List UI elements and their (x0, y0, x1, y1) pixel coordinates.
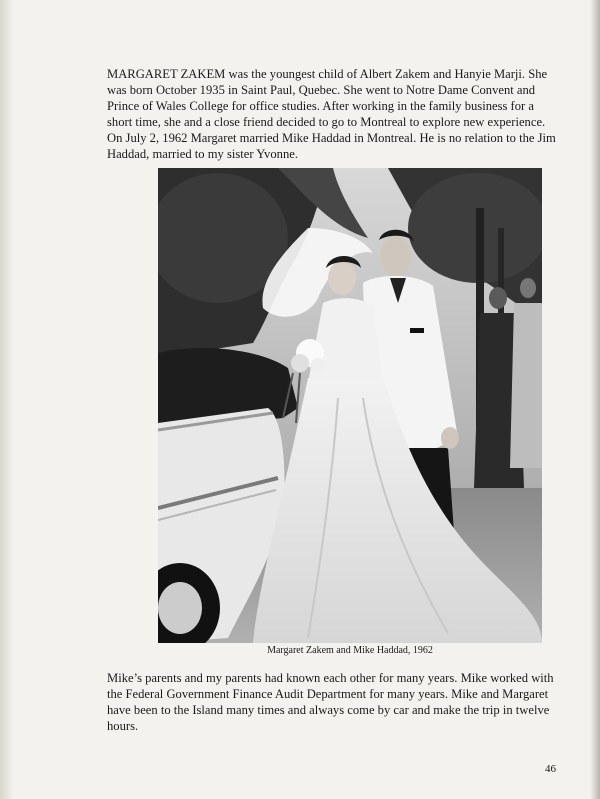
text-line: Haddad, married to my sister Yvonne. (107, 147, 298, 161)
page-number: 46 (545, 763, 556, 775)
photo-caption: Margaret Zakem and Mike Haddad, 1962 (267, 645, 433, 656)
text-line: On July 2, 1962 Margaret married Mike Haddad in Montreal. He is no relation to the Jim (107, 131, 556, 145)
intro-paragraph (107, 66, 556, 162)
text-line: short time, she and a close friend decided to go to Montreal to explore new experience. (107, 115, 546, 129)
page-edge-right (590, 0, 600, 799)
text-line: have been to the Island many times and always come by car and make the trip in twelve (107, 703, 550, 717)
closing-paragraph (107, 670, 552, 734)
text-line: the Federal Government Finance Audit Department for many years. Mike and Margaret (107, 687, 549, 701)
text-line: hours. (107, 719, 139, 733)
wedding-photo (158, 168, 542, 643)
text-line: was born October 1935 in Saint Paul, Quebec. She went to Notre Dame Convent and (107, 83, 536, 97)
text-line: MARGARET ZAKEM was the youngest child of Albert Zakem and Hanyie Marji. She (107, 67, 548, 81)
text-line: Prince of Wales College for office studies. After working in the family business for a (107, 99, 534, 113)
text-line: Mike’s parents and my parents had known each other for many years. Mike worked with (107, 671, 554, 685)
page-edge-left (0, 0, 14, 799)
